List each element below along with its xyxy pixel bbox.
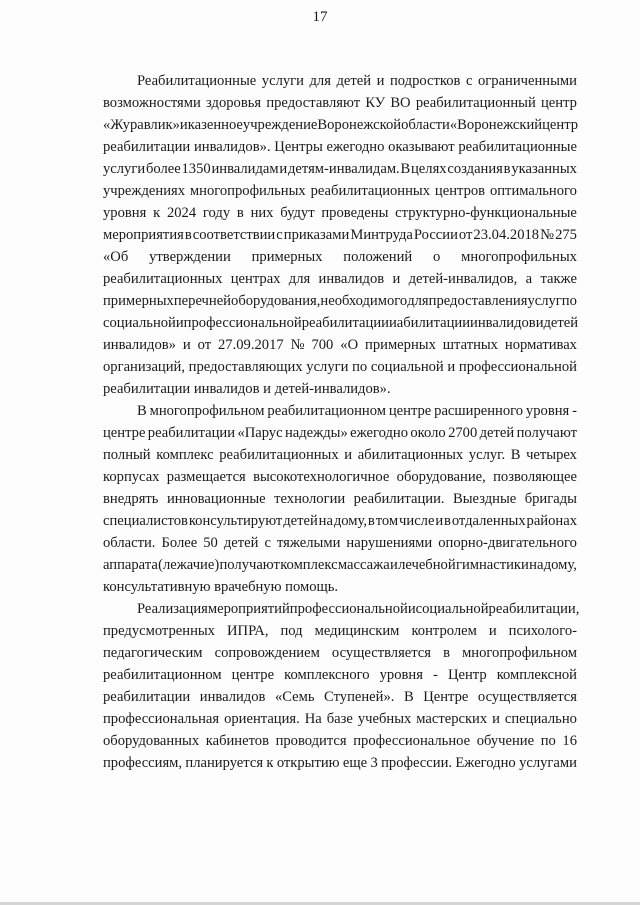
text-line: полный комплекс реабилитационных и абилитационных услуг. В четырех: [103, 447, 577, 463]
text-line: инвалидов» и от 27.09.2017 № 700 «О примерных штатных нормативах: [103, 337, 577, 353]
text-line: внедрять инновационные технологии реабилитации. Выездные бригады: [103, 491, 577, 507]
text-line: реабилитационных центрах для инвалидов и детей-инвалидов, а также: [103, 271, 577, 287]
text-line: реабилитации инвалидов и детей-инвалидов».: [103, 381, 391, 397]
text-line: мероприятия в соответствии с приказами Минтруда России от 23.04.2018 № 275: [103, 227, 577, 243]
text-line: специалистов консультируют детей на дому, в том числе и в отдаленных районах: [103, 513, 577, 529]
text-line: оборудованных кабинетов проводится профессиональное обучение по 16: [103, 733, 577, 749]
text-line: аппарата (лежачие) получают комплекс массажа и лечебной гимнастики на дому,: [103, 557, 577, 573]
text-line: Реабилитационные услуги для детей и подростков с ограниченными: [137, 73, 577, 89]
text-line: профессиям, планируется к открытию еще 3 профессии. Ежегодно услугами: [103, 755, 577, 771]
text-line: консультативную врачебную помощь.: [103, 579, 339, 595]
text-line: профессиональная ориентация. На базе учебных мастерских и специально: [103, 711, 577, 727]
text-line: организаций, предоставляющих услуги по социальной и профессиональной: [103, 359, 577, 375]
text-line: корпусах размещается высокотехнологичное оборудование, позволяющее: [103, 469, 577, 485]
text-line: возможностями здоровья предоставляют КУ ВО реабилитационный центр: [103, 95, 577, 111]
text-line: предусмотренных ИПРА, под медицинским контролем и психолого-: [103, 623, 577, 639]
text-line: реабилитационном центре комплексного уровня - Центр комплексной: [103, 667, 577, 683]
text-line: учреждениях многопрофильных реабилитационных центров оптимального: [103, 183, 577, 199]
text-line: Реализация мероприятий профессиональной и социальной реабилитации,: [137, 601, 580, 617]
text-line: области. Более 50 детей с тяжелыми нарушениями опорно-двигательного: [103, 535, 577, 551]
text-line: «Журавлик» и казенное учреждение Воронежской области «Воронежский центр: [103, 117, 579, 133]
page-number: 17: [312, 9, 328, 25]
text-line: «Об утверждении примерных положений о многопрофильных: [103, 249, 577, 265]
text-line: социальной и профессиональной реабилитации и абилитации инвалидов и детей: [103, 315, 579, 331]
body-text: [103, 70, 580, 774]
text-line: В многопрофильном реабилитационном центре расширенного уровня -: [137, 403, 577, 419]
text-line: услуги более 1350 инвалидам и детям-инвалидам. В целях создания в указанных: [103, 161, 577, 177]
text-line: примерных перечней оборудования, необходимого для предоставления услуг по: [103, 293, 577, 309]
text-line: уровня к 2024 году в них будут проведены структурно-функциональные: [103, 205, 577, 221]
text-line: педагогическим сопровождением осуществляется в многопрофильном: [103, 645, 577, 661]
text-line: центре реабилитации «Парус надежды» ежегодно около 2700 детей получают: [103, 425, 577, 441]
text-line: реабилитации инвалидов». Центры ежегодно оказывают реабилитационные: [103, 139, 577, 155]
text-line: реабилитации инвалидов «Семь Ступеней». В Центре осуществляется: [103, 689, 577, 705]
